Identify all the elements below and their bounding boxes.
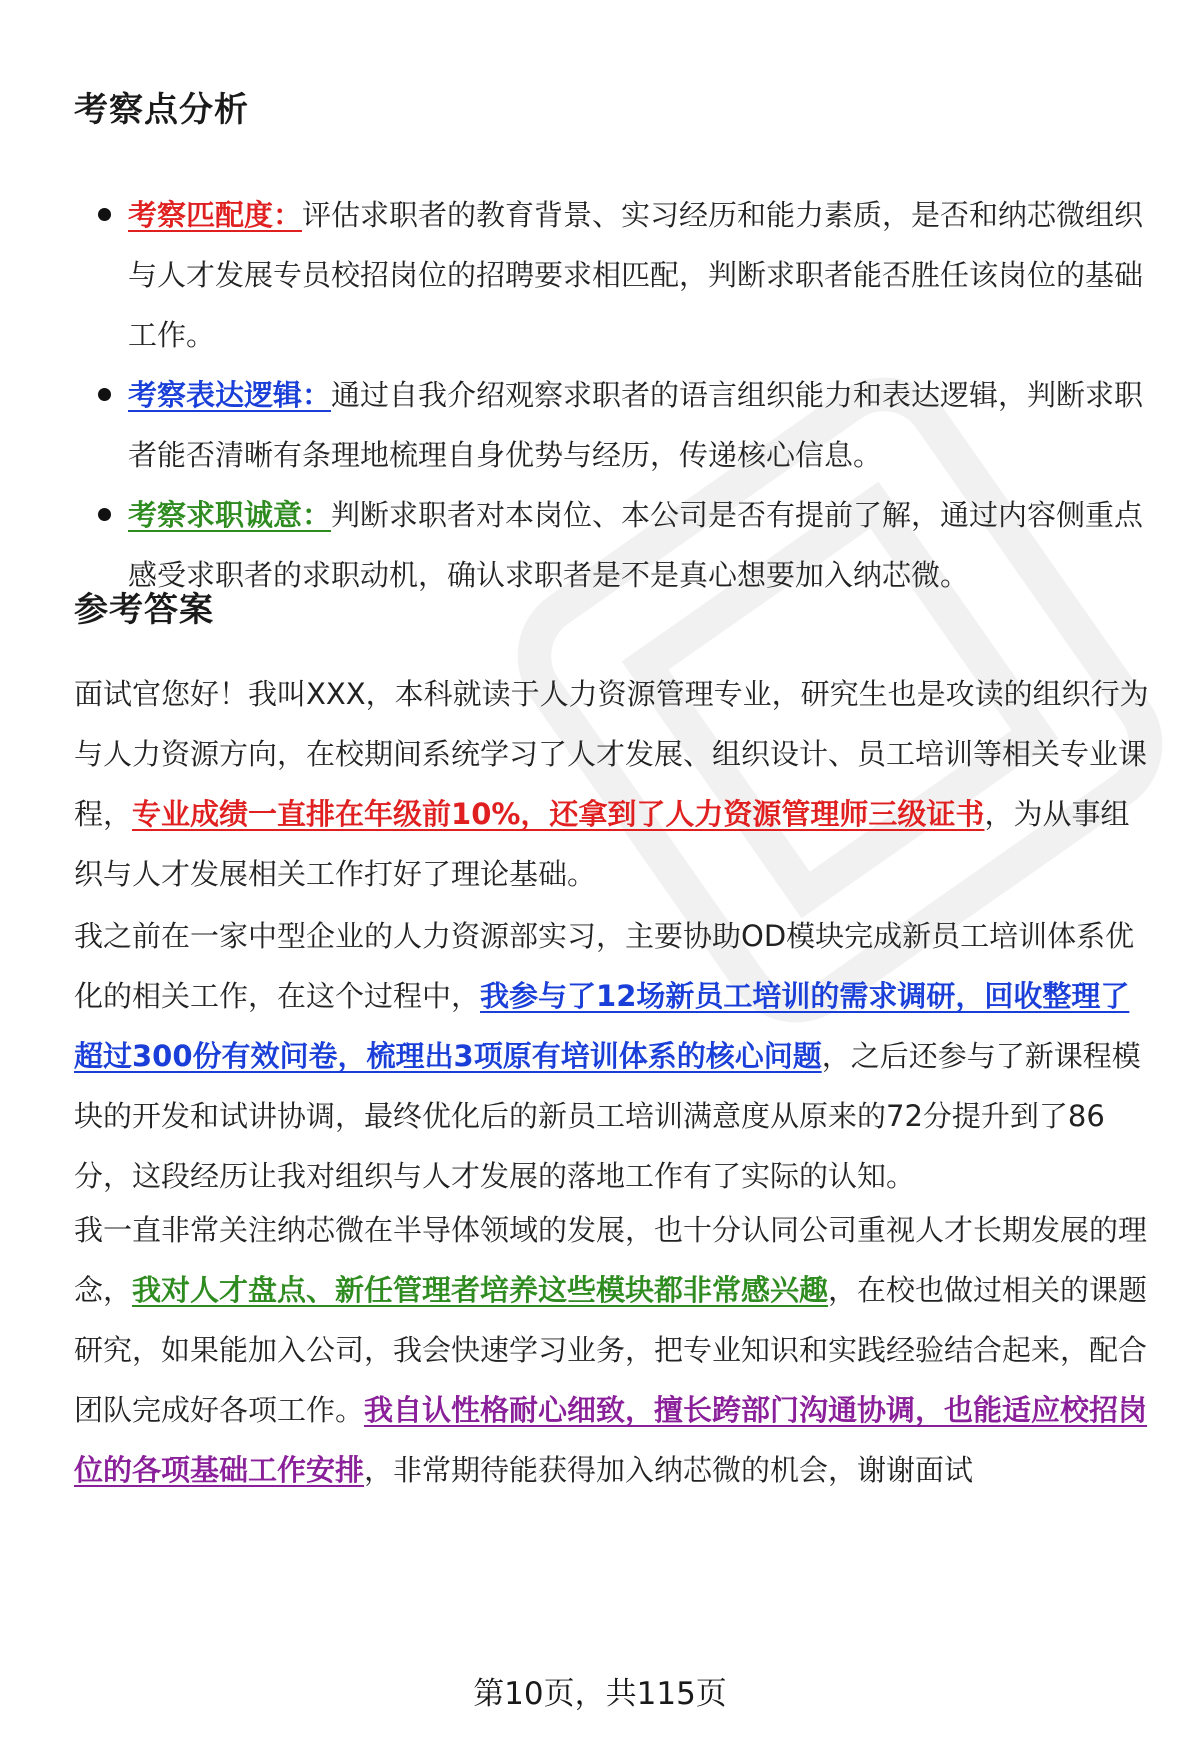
answer-paragraph-3: 我一直非常关注纳芯微在半导体领域的发展，也十分认同公司重视人才长期发展的理念，我对人才盘点、新任管理者培养这些模块都非常感兴趣，在校也做过相关的课题研究，如果能加入公司，我会快速学习业务，把专业知识和实践经验结合起来，配合团队完成好各项工作。我自认性格耐心细致，擅长跨部门沟通协调，也能适应校招岗位的各项基础工作安排，非常期待能获得加入纳芯微的机会，谢谢面试 <box>74 1213 1148 1487</box>
list-item <box>74 185 1154 365</box>
list-item <box>74 485 1154 605</box>
highlight-green: 我对人才盘点、新任管理者培养这些模块都非常感兴趣 <box>132 1273 829 1307</box>
section-title-analysis: 考察点分析 <box>74 90 249 130</box>
highlight-red: 专业成绩一直排在年级前10%，还拿到了人力资源管理师三级证书 <box>132 797 985 831</box>
answer-paragraph-1: 面试官您好！我叫XXX，本科就读于人力资源管理专业，研究生也是攻读的组织行为与人力资源方向，在校期间系统学习了人才发展、组织设计、员工培训等相关专业课程，专业成绩一直排在年级前10%，还拿到了人力资源管理师三级证书，为从事组织与人才发展相关工作打好了理论基础。 <box>74 677 1149 891</box>
item-text: 通过自我介绍观察求职者的语言组织能力和表达逻辑，判断求职者能否清晰有条理地梳理自身优势与经历，传递核心信息。 <box>128 378 1144 472</box>
highlight-purple: 我自认性格耐心细致，擅长跨部门沟通协调，也能适应校招岗位的各项基础工作安排 <box>74 1393 1148 1487</box>
item-text: 评估求职者的教育背景、实习经历和能力素质，是否和纳芯微组织与人才发展专员校招岗位的招聘要求相匹配，判断求职者能否胜任该岗位的基础工作。 <box>128 198 1144 352</box>
highlight-blue: 我参与了12场新员工培训的需求调研，回收整理了超过300份有效问卷，梳理出3项原有培训体系的核心问题 <box>74 979 1130 1073</box>
section-title-answer: 参考答案 <box>74 590 214 630</box>
item-text: 判断求职者对本岗位、本公司是否有提前了解，通过内容侧重点感受求职者的求职动机，确认求职者是不是真心想要加入纳芯微。 <box>128 498 1144 592</box>
answer-paragraph-2: 我之前在一家中型企业的人力资源部实习，主要协助OD模块完成新员工培训体系优化的相关工作，在这个过程中，我参与了12场新员工培训的需求调研，回收整理了超过300份有效问卷，梳理出3项原有培训体系的核心问题，之后还参与了新课程模块的开发和试讲协调，最终优化后的新员工培训满意度从原来的72分提升到了86分，这段经历让我对组织与人才发展的落地工作有了实际的认知。 <box>74 919 1141 1193</box>
item-tag: 考察匹配度： <box>128 198 303 232</box>
item-tag: 考察求职诚意： <box>128 498 332 532</box>
analysis-list <box>74 185 1154 605</box>
page-number: 第10页，共115页 <box>473 1676 727 1712</box>
item-tag: 考察表达逻辑： <box>128 378 332 412</box>
list-item <box>74 365 1154 485</box>
